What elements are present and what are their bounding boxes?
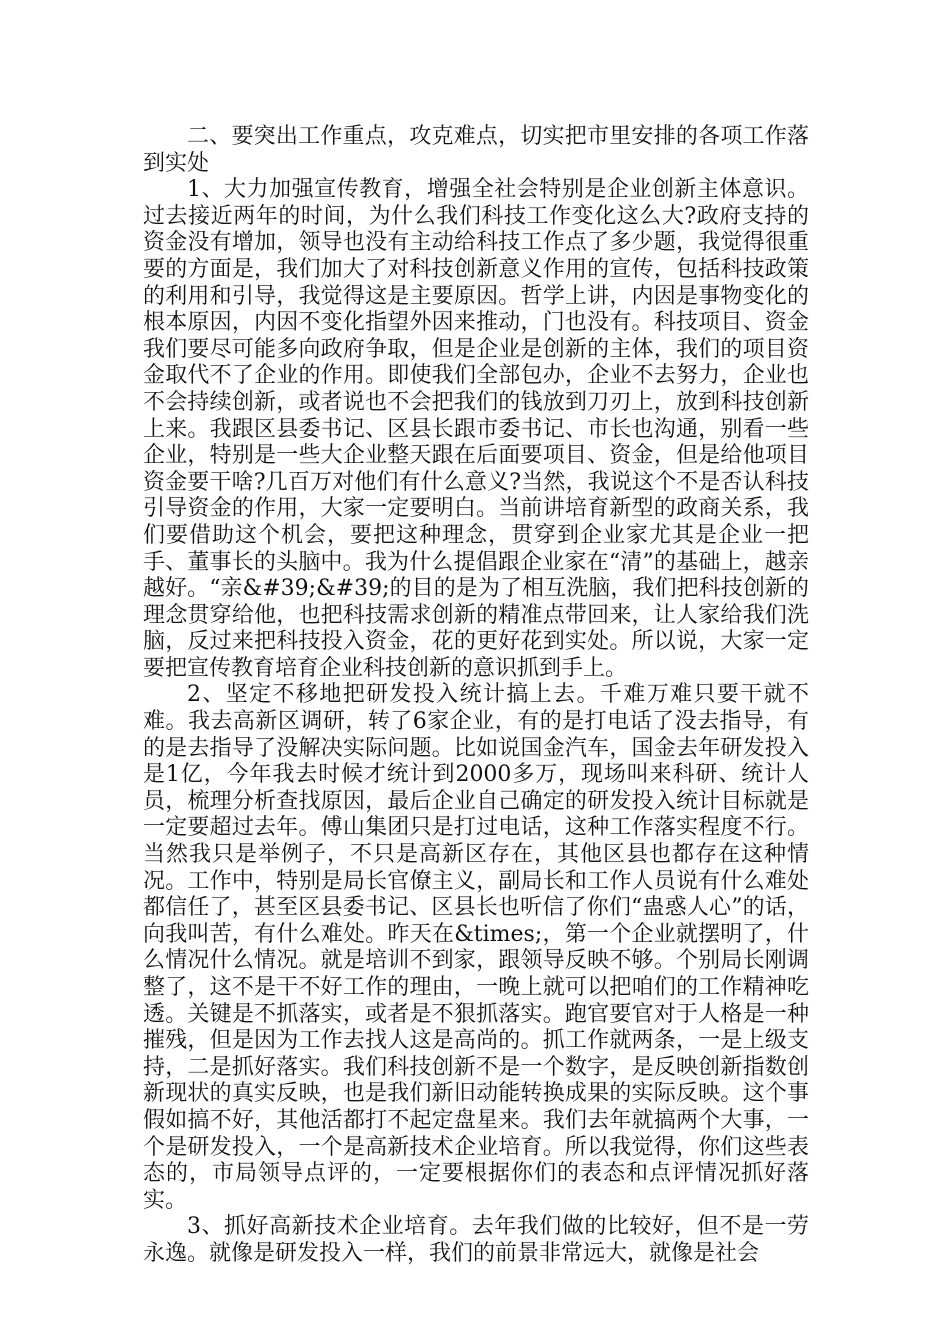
section-heading: 二、要突出工作重点，攻克难点，切实把市里安排的各项工作落到实处 [143, 124, 809, 176]
paragraph-publicity-education: 1、大力加强宣传教育，增强全社会特别是企业创新主体意识。过去接近两年的时间，为什么我们科技工作变化这么大?政府支持的资金没有增加，领导也没有主动给科技工作点了多少题，我觉得很重要的方面是，我们加大了对科技创新意义作用的宣传，包括科技政策的利用和引导，我觉得这是主要原因。哲学上讲，内因是事物变化的根本原因，内因不变化指望外因来推动，门也没有。科技项目、资金我们要尽可能多向政府争取，但是企业是创新的主体，我们的项目资金取代不了企业的作用。即使我们全部包办，企业不去努力，企业也不会持续创新，或者说也不会把我们的钱放到刀刃上，放到科技创新上来。我跟区县委书记、区县长跟市委书记、市长也沟通，别看一些企业，特别是一些大企业整天跟在后面要项目、资金，但是给他项目资金要干啥?几百万对他们有什么意义?当然，我说这个不是否认科技引导资金的作用，大家一定要明白。当前讲培育新型的政商关系，我们要借助这个机会，要把这种理念，贯穿到企业家尤其是企业一把手、董事长的头脑中。我为什么提倡跟企业家在“清”的基础上，越亲越好。“亲&#39;&#39;的目的是为了相互洗脑，我们把科技创新的理念贯穿给他，也把科技需求创新的精准点带回来，让人家给我们洗脑，反过来把科技投入资金，花的更好花到实处。所以说，大家一定要把宣传教育培育企业科技创新的意识抓到手上。 [143, 177, 809, 681]
paragraph-high-tech-enterprises: 3、抓好高新技术企业培育。去年我们做的比较好，但不是一劳永逸。就像是研发投入一样，我们的前景非常远大，就像是社会 [143, 1214, 809, 1266]
paragraph-rd-investment: 2、坚定不移地把研发投入统计搞上去。千难万难只要干就不难。我去高新区调研，转了6家企业，有的是打电话了没去指导，有的是去指导了没解决实际问题。比如说国金汽车，国金去年研发投入是1亿，今年我去时候才统计到2000多万，现场叫来科研、统计人员，梳理分析查找原因，最后企业自己确定的研发投入统计目标就是一定要超过去年。傅山集团只是打过电话，这种工作落实程度不行。当然我只是举例子，不只是高新区存在，其他区县也都存在这种情况。工作中，特别是局长官僚主义，副局长和工作人员说有什么难处都信任了，甚至区县委书记、区县长也听信了你们“蛊惑人心”的话，向我叫苦，有什么难处。昨天在&times;，第一个企业就摆明了，什么情况什么情况。就是培训不到家，跟领导反映不够。个别局长刚调整了，这不是干不好工作的理由，一晚上就可以把咱们的工作精神吃透。关键是不抓落实，或者是不狠抓落实。跑官要官对于人格是一种摧残，但是因为工作去找人这是高尚的。抓工作就两条，一是上级支持，二是抓好落实。我们科技创新不是一个数字，是反映创新指数创新现状的真实反映，也是我们新旧动能转换成果的实际反映。这个事假如搞不好，其他活都打不起定盘星来。我们去年就搞两个大事，一个是研发投入，一个是高新技术企业培育。所以我觉得，你们这些表态的，市局领导点评的，一定要根据你们的表态和点评情况抓好落实。 [143, 682, 809, 1213]
document-body [143, 124, 809, 1268]
